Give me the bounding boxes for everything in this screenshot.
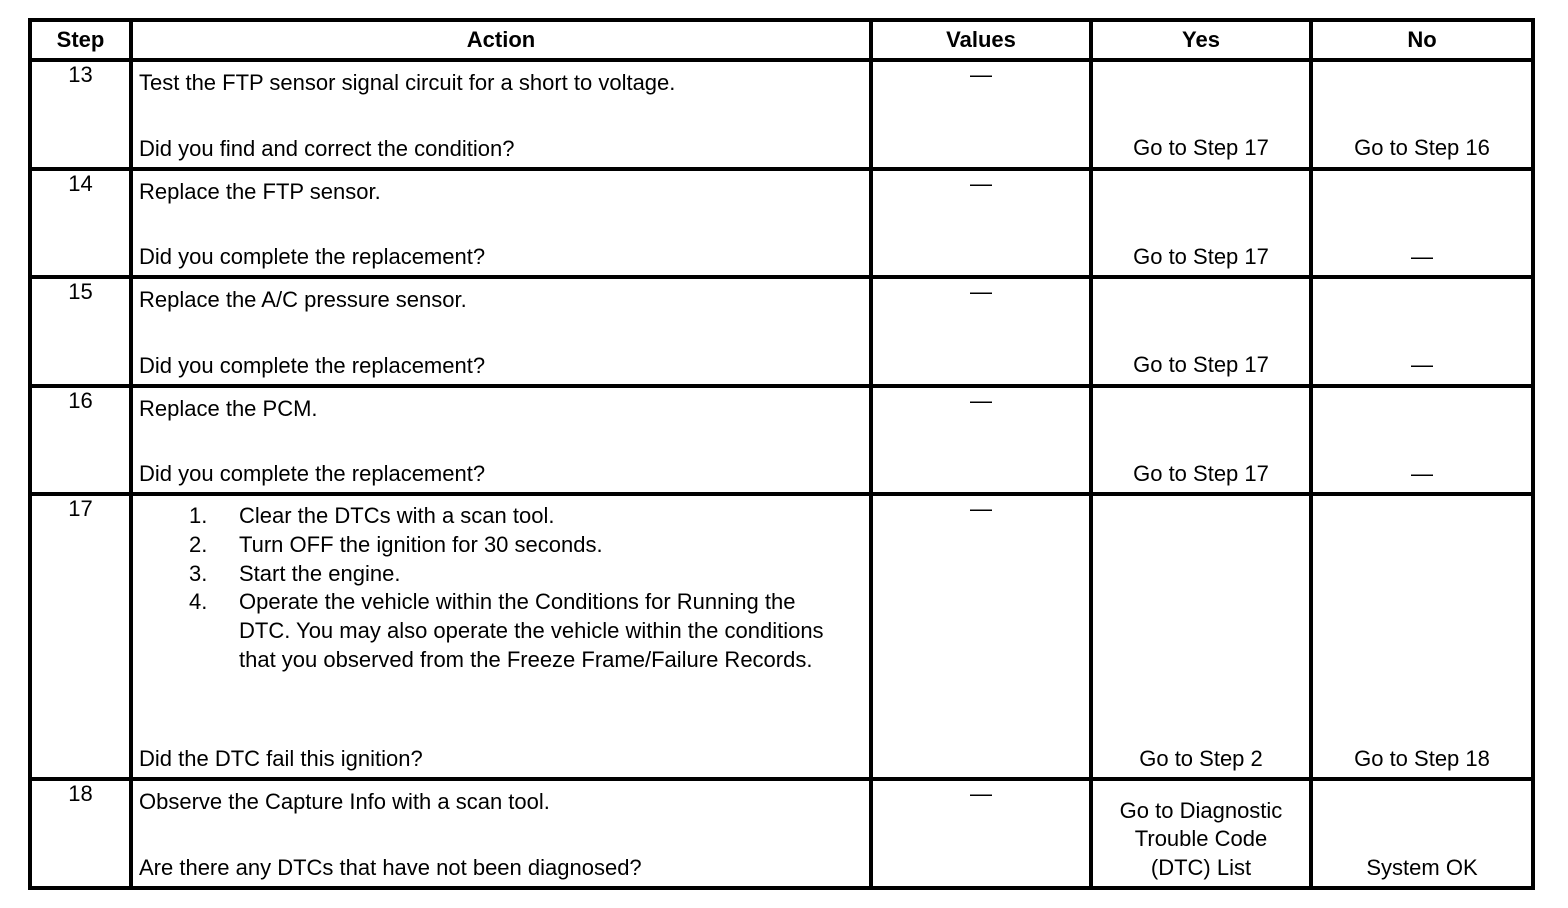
header-step: Step bbox=[30, 20, 131, 60]
no-result: Go to Step 16 bbox=[1354, 135, 1490, 161]
table-row bbox=[30, 277, 1533, 386]
list-item-text: Operate the vehicle within the Conditions for Running the DTC. You may also operate the vehicle within the conditions that you observed from the Freeze Frame/Failure Records. bbox=[239, 589, 824, 672]
no-cell bbox=[1311, 60, 1533, 169]
list-item-number: 1. bbox=[189, 503, 208, 529]
no-cell bbox=[1311, 779, 1533, 888]
list-item bbox=[179, 560, 849, 589]
step-number: 13 bbox=[30, 60, 131, 169]
yes-cell bbox=[1091, 277, 1311, 386]
list-item-number: 4. bbox=[189, 589, 208, 615]
step-number: 16 bbox=[30, 386, 131, 495]
action-question: Did the DTC fail this ignition? bbox=[139, 746, 423, 772]
list-item-number: 3. bbox=[189, 560, 208, 586]
yes-cell bbox=[1091, 494, 1311, 779]
yes-result-line: Trouble Code bbox=[1134, 826, 1268, 851]
no-cell bbox=[1311, 169, 1533, 278]
yes-result bbox=[1093, 797, 1309, 883]
action-cell bbox=[131, 386, 871, 495]
no-result: — bbox=[1411, 352, 1433, 378]
yes-result-line: (DTC) List bbox=[1150, 854, 1252, 880]
action-instruction: Observe the Capture Info with a scan tool. bbox=[139, 789, 550, 815]
yes-result: Go to Step 17 bbox=[1133, 460, 1269, 486]
step-number: 18 bbox=[30, 779, 131, 888]
no-result: — bbox=[1411, 460, 1433, 486]
list-item bbox=[179, 531, 849, 560]
table-row bbox=[30, 169, 1533, 278]
values-cell: — bbox=[871, 386, 1091, 495]
no-result: — bbox=[1411, 243, 1433, 269]
values-cell: — bbox=[871, 277, 1091, 386]
yes-cell bbox=[1091, 60, 1311, 169]
yes-result: Go to Step 17 bbox=[1133, 135, 1269, 161]
list-item-number: 2. bbox=[189, 531, 208, 557]
list-item-text: Start the engine. bbox=[239, 560, 401, 586]
action-question: Did you complete the replacement? bbox=[139, 244, 486, 270]
values-cell: — bbox=[871, 494, 1091, 779]
yes-result-line: Go to Diagnostic bbox=[1119, 797, 1283, 823]
yes-result: Go to Step 2 bbox=[1139, 745, 1263, 771]
action-question: Did you complete the replacement? bbox=[139, 352, 486, 378]
action-question: Did you complete the replacement? bbox=[139, 461, 486, 487]
list-item bbox=[179, 502, 849, 531]
step-number: 14 bbox=[30, 169, 131, 278]
action-instruction: Replace the PCM. bbox=[139, 395, 318, 421]
diagnostic-table bbox=[28, 18, 1535, 890]
action-question: Are there any DTCs that have not been diagnosed? bbox=[139, 855, 642, 880]
action-question: Did you find and correct the condition? bbox=[139, 135, 515, 161]
no-cell bbox=[1311, 277, 1533, 386]
list-item bbox=[179, 588, 849, 674]
header-values: Values bbox=[871, 20, 1091, 60]
table-row bbox=[30, 779, 1533, 888]
action-cell bbox=[131, 169, 871, 278]
action-cell bbox=[131, 494, 871, 779]
table-row bbox=[30, 60, 1533, 169]
action-instruction: Replace the A/C pressure sensor. bbox=[139, 287, 467, 313]
values-cell: — bbox=[871, 779, 1091, 888]
list-item-text: Turn OFF the ignition for 30 seconds. bbox=[239, 531, 603, 557]
no-result: Go to Step 18 bbox=[1354, 745, 1490, 771]
no-cell bbox=[1311, 386, 1533, 495]
table-row bbox=[30, 494, 1533, 779]
action-instruction: Replace the FTP sensor. bbox=[139, 178, 381, 204]
table-row bbox=[30, 386, 1533, 495]
values-cell: — bbox=[871, 169, 1091, 278]
yes-result: Go to Step 17 bbox=[1133, 243, 1269, 269]
action-cell bbox=[131, 779, 871, 888]
no-result: System OK bbox=[1366, 854, 1478, 880]
step-number: 17 bbox=[30, 494, 131, 779]
yes-cell bbox=[1091, 169, 1311, 278]
list-item-text: Clear the DTCs with a scan tool. bbox=[239, 503, 555, 529]
yes-cell bbox=[1091, 386, 1311, 495]
header-row bbox=[30, 20, 1533, 60]
yes-cell bbox=[1091, 779, 1311, 888]
header-yes: Yes bbox=[1091, 20, 1311, 60]
action-instruction: Test the FTP sensor signal circuit for a short to voltage. bbox=[139, 70, 676, 95]
header-no: No bbox=[1311, 20, 1533, 60]
no-cell bbox=[1311, 494, 1533, 779]
procedure-list bbox=[179, 502, 849, 674]
step-number: 15 bbox=[30, 277, 131, 386]
header-action: Action bbox=[131, 20, 871, 60]
action-cell bbox=[131, 277, 871, 386]
action-cell bbox=[131, 60, 871, 169]
yes-result: Go to Step 17 bbox=[1133, 352, 1269, 378]
values-cell: — bbox=[871, 60, 1091, 169]
